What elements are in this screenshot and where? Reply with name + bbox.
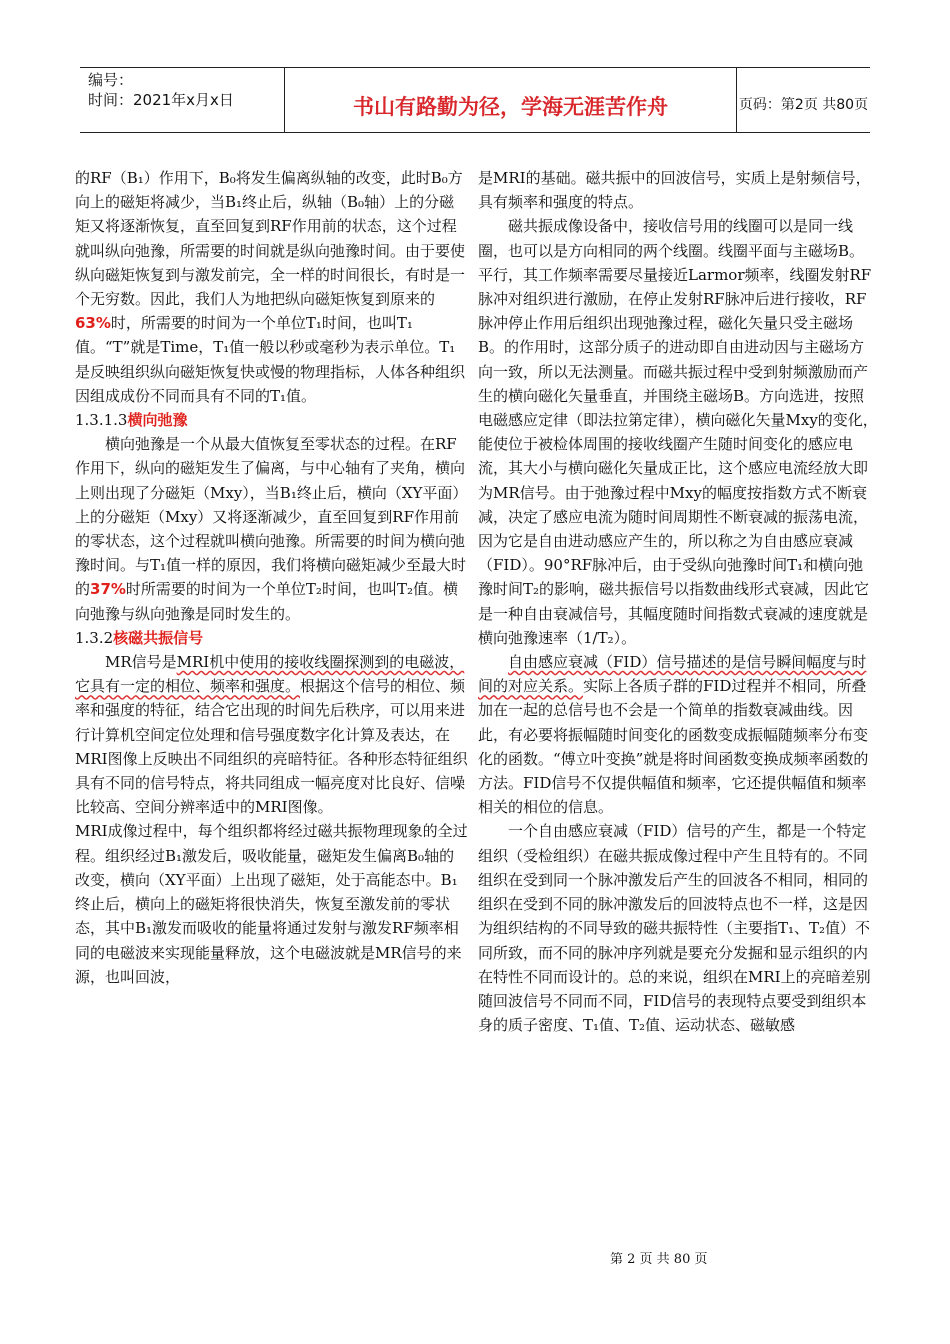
paragraph: 是MRI的基础。磁共振中的回波信号，实质上是射频信号，具有频率和强度的特点。 [478, 169, 871, 212]
paragraph: 横向弛豫是一个从最大值恢复至零状态的过程。在RF作用下，纵向的磁矩发生了偏离，与中心轴有了夹角，横向上则出现了分磁矩（Mxy），当B₁终止后，横向（XY平面）上的分磁矩（Mxy）又将逐渐减少，直至回复到RF作用前的零状态，这个过程就叫横向弛豫。所需要的时间为横向弛豫时间。与T₁值一样的原因，我们将横向磁矩减少至最大时的37%时所需要的时间为一个单位T₂时间，也叫T₂值。横向弛豫与纵向弛豫是同时发生的。 [75, 435, 468, 623]
header-page-number: 页码：第2页 共80页 [738, 97, 869, 113]
header-motto: 书山有路勤为径，学海无涯苦作舟 [285, 68, 737, 132]
underlined-text: MRI机中使用的接收线圈探测到的电磁波，它具有一定的相位、频率和强度。 [75, 653, 465, 696]
section-heading: 1.3.2核磁共振信号 [75, 628, 204, 647]
left-column [75, 166, 469, 989]
header-meta [80, 68, 285, 132]
paragraph: 一个自由感应衰减（FID）信号的产生，都是一个特定组织（受检组织）在磁共振成像过程中产生且特有的。不同组织在受到同一个脉冲激发后产生的回波各不相同，相同的组织在受到不同的脉冲激发后的回波特点也不一样，这是因为组织结构的不同导致的磁共振特性（主要指T₁、T₂值）不同所致，而不同的脉冲序列就是要充分发掘和显示组织的内在特性不同而设计的。总的来说，组织在MRI上的亮暗差别随回波信号不同而不同，FID信号的表现特点要受到组织本身的质子密度、T₁值、T₂值、运动状态、磁敏感 [478, 822, 871, 1035]
highlight-percent: 37% [90, 580, 126, 599]
page-header [80, 67, 870, 133]
paragraph: 磁共振成像设备中，接收信号用的线圈可以是同一线圈，也可以是方向相同的两个线圈。线圈平面与主磁场B。平行，其工作频率需要尽量接近Larmor频率，线圈发射RF脉冲对组织进行激励，在停止发射RF脉冲后进行接收，RF脉冲停止作用后组织出现弛豫过程，磁化矢量只受主磁场B。的作用时，这部分质子的进动即自由进动因与主磁场方向一致，所以无法测量。而磁共振过程中受到射频激励而产生的横向磁化矢量垂直，并围绕主磁场B。方向选进，按照电磁感应定律（即法拉第定律），横向磁化矢量Mxy的变化，能使位于被检体周围的接收线圈产生随时间变化的感应电流，其大小与横向磁化矢量成正比，这个感应电流经放大即为MR信号。由于弛豫过程中Mxy的幅度按指数方式不断衰减，决定了感应电流为随时间周期性不断衰减的振荡电流，因为它是自由进动感应产生的，所以称之为自由感应衰减（FID）。90°RF脉冲后，由于受纵向弛豫时间T₁和横向弛豫时间T₂的影响，磁共振信号以指数曲线形式衰减，因此它是一种自由衰减信号，其幅度随时间指数式衰减的速度就是横向弛豫速率（1/T₂）。 [478, 217, 878, 647]
header-date: 时间：2021年x月x日 [88, 91, 234, 109]
highlight-percent: 63% [75, 314, 111, 333]
page-footer: 第 2 页 共 80 页 [610, 1252, 708, 1267]
section-heading: 1.3.1.3横向弛豫 [75, 411, 188, 430]
paragraph: 的RF（B₁）作用下，B₀将发生偏离纵轴的改变，此时B₀方向上的磁矩将减少，当B₁终止后，纵轴（B₀轴）上的分磁矩又将逐渐恢复，直至回复到RF作用前的状态，这个过程就叫纵向弛豫，所需要的时间就是纵向弛豫时间。由于要使纵向磁矩恢复到与激发前完，全一样的时间很长，有时是一个无穷数。因此，我们人为地把纵向磁矩恢复到原来的63%时，所需要的时间为一个单位T₁时间，也叫T₁值。“T”就是Time，T₁值一般以秒或毫秒为表示单位。T₁是反映组织纵向磁矩恢复快或慢的物理指标，人体各种组织因组成成份不同而具有不同的T₁值。 [75, 169, 466, 405]
underlined-text: 自由感应衰减（FID）信号描述的是信号瞬间幅度与时间的对应关系。 [478, 653, 867, 696]
paragraph: 自由感应衰减（FID）信号描述的是信号瞬间幅度与时间的对应关系。实际上各质子群的FID过程并不相同，所叠加在一起的总信号也不会是一个简单的指数衰减曲线。因此，有必要将振幅随时间变化的函数变成振幅随频率分布变化的函数。“傅立叶变换”就是将时间函数变换成频率函数的方法。FID信号不仅提供幅值和频率，它还提供幅值和频率相关的相位的信息。 [478, 653, 869, 817]
header-number: 编号： [88, 71, 134, 89]
paragraph: MR信号是MRI机中使用的接收线圈探测到的电磁波，它具有一定的相位、频率和强度。根据这个信号的相位、频率和强度的特征，结合它出现的时间先后秩序，可以用来进行计算机空间定位处理和信号强度数字化计算及表达，在MRI图像上反映出不同组织的亮暗特征。各种形态特征组织具有不同的信号特点，将共同组成一幅亮度对比良好、信噪比较高、空间分辨率适中的MRI图像。 [75, 653, 468, 817]
right-column [478, 166, 878, 1037]
paragraph: MRI成像过程中，每个组织都将经过磁共振物理现象的全过程。组织经过B₁激发后，吸收能量，磁矩发生偏离B₀轴的改变，横向（XY平面）上出现了磁矩，处于高能态中。B₁终止后，横向上的磁矩将很快消失，恢复至激发前的零状态，其中B₁激发而吸收的能量将通过发射与激发RF频率相同的电磁波来实现能量释放，这个电磁波就是MR信号的来源，也叫回波， [75, 822, 468, 986]
